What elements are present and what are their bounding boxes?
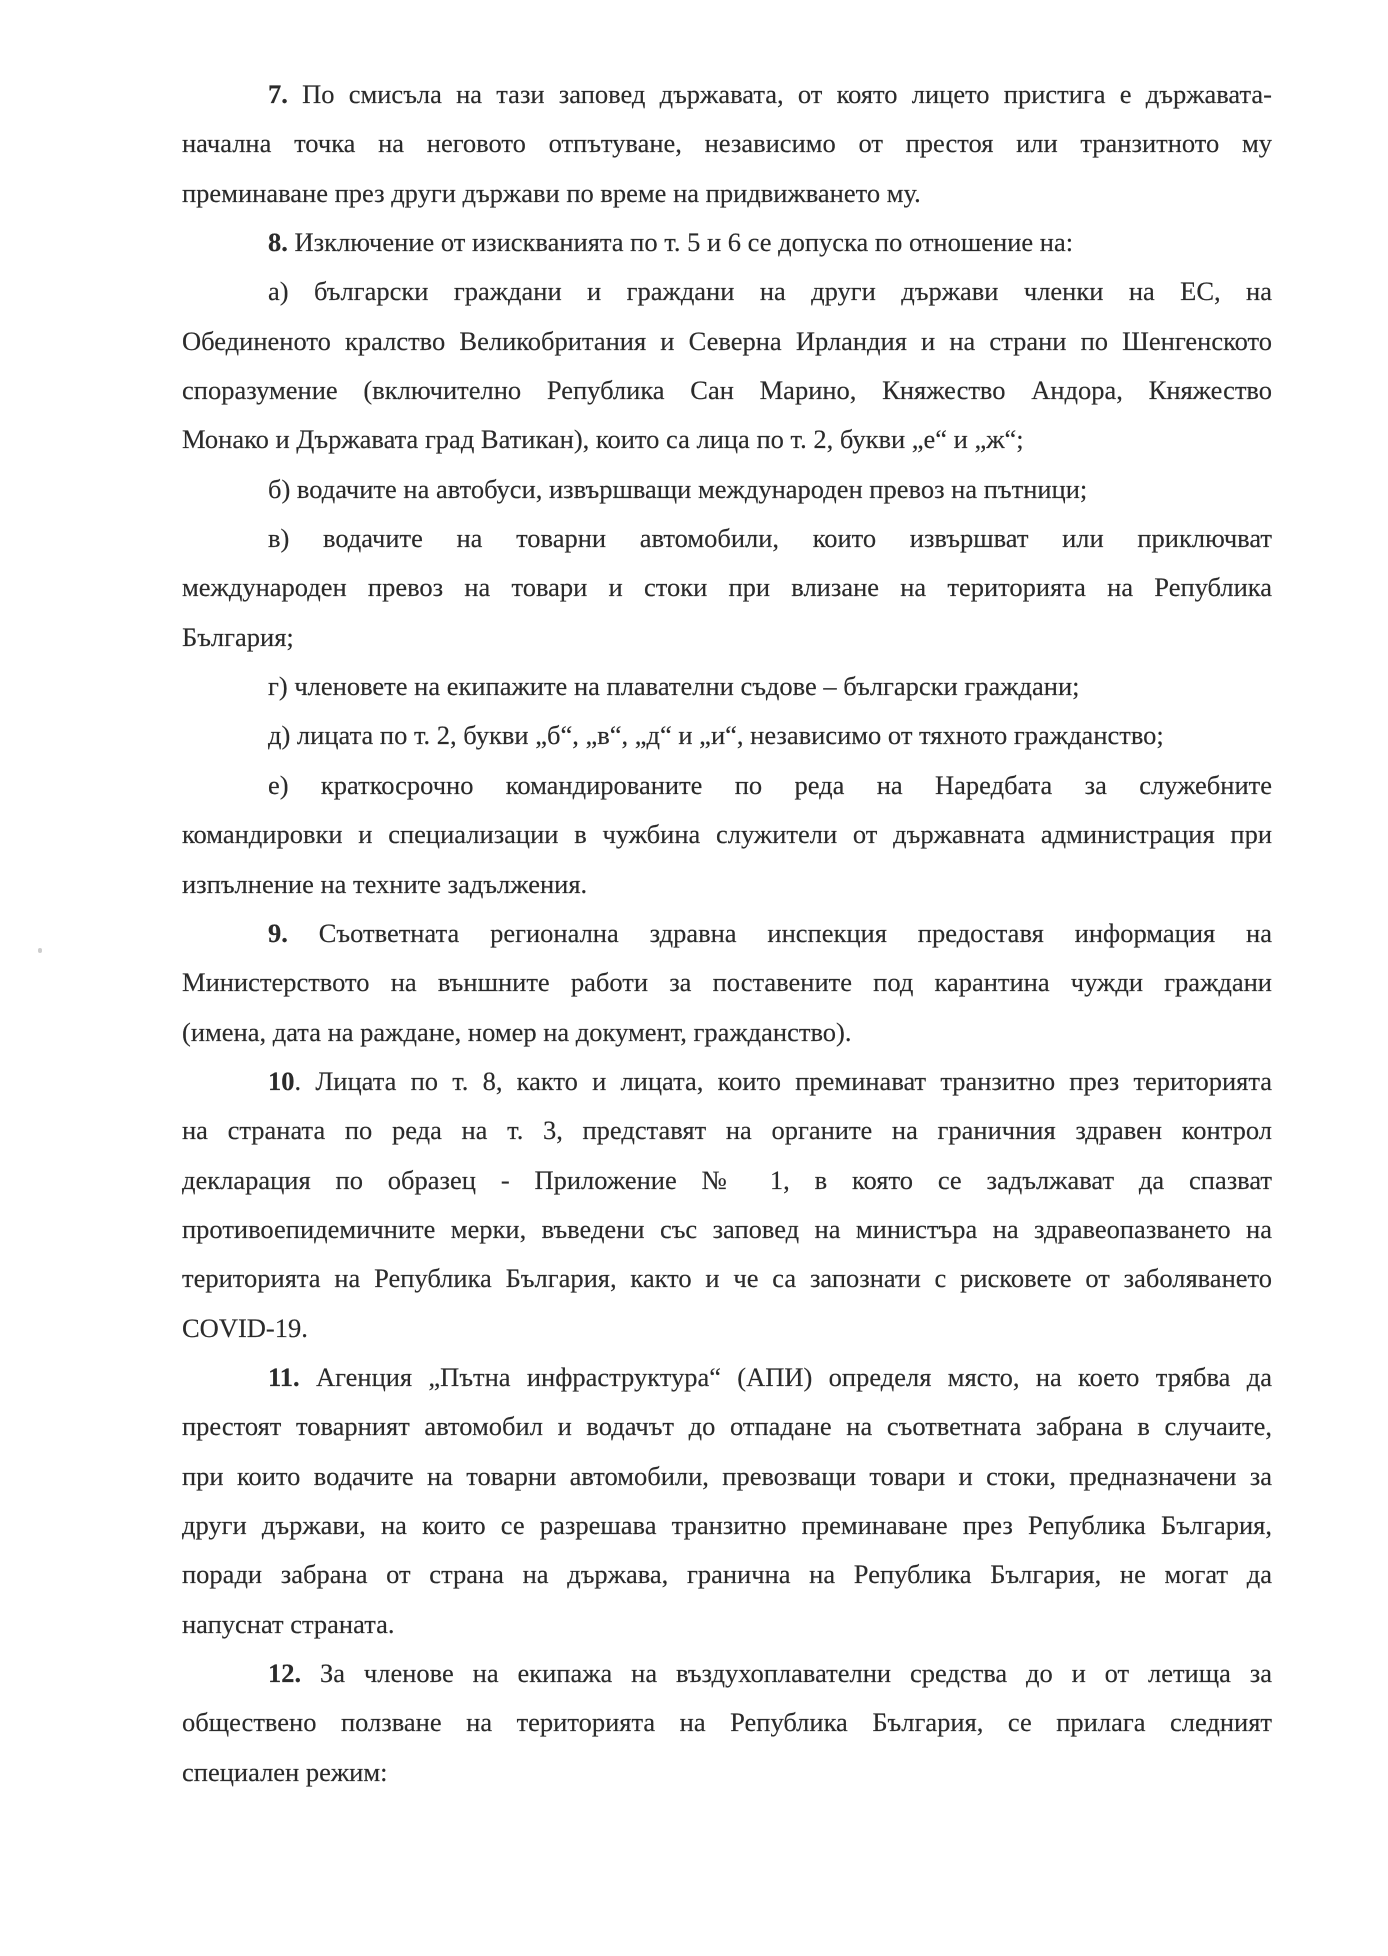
line-text: (имена, дата на раждане, номер на документ, гражданство).	[182, 1016, 852, 1047]
paragraph-p8v	[182, 514, 1272, 662]
line-text: напуснат страната.	[182, 1608, 395, 1639]
line-text: споразумение (включително Република Сан Марино, Княжество Андора, Княжество	[182, 375, 1272, 406]
text-line	[182, 1501, 1272, 1550]
text-line	[182, 267, 1272, 316]
line-text: За членове на екипажа на въздухоплавателни средства до и от летища за	[320, 1658, 1272, 1688]
text-line	[182, 415, 1272, 464]
line-text: командировки и специализации в чужбина служители от държавната администрация при	[182, 819, 1272, 850]
document-body	[182, 70, 1272, 1797]
line-text: в) водачите на товарни автомобили, които извършват или приключват	[268, 523, 1272, 554]
text-line	[182, 662, 1272, 711]
paragraph-p7	[182, 70, 1272, 218]
line-text: Обединеното кралство Великобритания и Северна Ирландия и на страни по Шенгенското	[182, 325, 1272, 356]
line-text: преминаване през други държави по време на придвижването му.	[182, 177, 921, 208]
line-text: начална точка на неговото отпътуване, независимо от престоя или транзитното му	[182, 128, 1272, 159]
line-text: противоепидемичните мерки, въведени със заповед на министъра на здравеопазването на	[182, 1213, 1272, 1244]
text-line	[182, 1402, 1272, 1451]
text-line	[182, 1452, 1272, 1501]
line-text: По смисъла на тази заповед държавата, от която лицето пристига е държавата-	[302, 79, 1272, 109]
text-line	[182, 1600, 1272, 1649]
line-text: Съответната регионална здравна инспекция предоставя информация на	[318, 917, 1273, 948]
line-text: престоят товарният автомобил и водачът до отпадане на съответната забрана в случаите,	[182, 1411, 1272, 1442]
scan-artifact	[38, 948, 42, 953]
line-text: COVID-19.	[182, 1312, 308, 1343]
text-line	[182, 1698, 1272, 1747]
paragraph-p8e	[182, 761, 1272, 909]
paragraph-p8a	[182, 267, 1272, 464]
paragraph-p8g	[182, 662, 1272, 711]
text-line	[182, 1550, 1272, 1599]
line-text: г) членовете на екипажите на плавателни съдове – български граждани;	[268, 671, 1080, 702]
paragraph-number: 8.	[268, 227, 288, 258]
paragraph-p10	[182, 1057, 1272, 1353]
text-line	[182, 1649, 1272, 1698]
paragraph-p11	[182, 1353, 1272, 1649]
text-line	[182, 366, 1272, 415]
line-text: територията на Република България, както и че са запознати с рисковете от заболяването	[182, 1263, 1272, 1294]
paragraph-p8	[182, 218, 1272, 267]
paragraph-p8b	[182, 465, 1272, 514]
text-line	[182, 1254, 1272, 1303]
text-line	[182, 465, 1272, 514]
text-line	[182, 1106, 1272, 1155]
line-text: България;	[182, 621, 294, 652]
line-text: е) краткосрочно командированите по реда на Наредбата за служебните	[268, 769, 1272, 800]
line-text: декларация по образец - Приложение № 1, в която се задължават да спазват	[182, 1164, 1272, 1195]
paragraph-number: 10	[268, 1065, 295, 1096]
line-text: други държави, на които се разрешава транзитно преминаване през Република България,	[182, 1509, 1272, 1540]
line-text: Министерството на външните работи за поставените под карантина чужди граждани	[182, 967, 1272, 998]
text-line	[182, 711, 1272, 760]
paragraph-number: 9.	[268, 917, 288, 948]
line-text: д) лицата по т. 2, букви „б“, „в“, „д“ и „и“, независимо от тяхното гражданство;	[268, 720, 1164, 751]
text-line	[182, 613, 1272, 662]
text-line	[182, 909, 1272, 958]
paragraph-p12	[182, 1649, 1272, 1797]
line-text: международен превоз на товари и стоки при влизане на територията на Република	[182, 572, 1272, 603]
text-line	[182, 169, 1272, 218]
text-line	[182, 70, 1272, 119]
line-text: а) български граждани и граждани на други държави членки на ЕС, на	[268, 276, 1272, 307]
text-line	[182, 810, 1272, 859]
text-line	[182, 119, 1272, 168]
paragraph-p9	[182, 909, 1272, 1057]
line-text: на страната по реда на т. 3, представят на органите на граничния здравен контрол	[182, 1115, 1272, 1146]
paragraph-number: 12.	[268, 1658, 302, 1688]
text-line	[182, 1748, 1272, 1797]
text-line	[182, 1008, 1272, 1057]
line-text: . Лицата по т. 8, както и лицата, които преминават транзитно през територията	[294, 1065, 1272, 1096]
text-line	[182, 218, 1272, 267]
line-text: б) водачите на автобуси, извършващи международен превоз на пътници;	[268, 473, 1088, 504]
paragraph-p8d	[182, 711, 1272, 760]
line-text: специален режим:	[182, 1756, 388, 1787]
text-line	[182, 958, 1272, 1007]
paragraph-number: 7.	[268, 79, 288, 109]
text-line	[182, 1304, 1272, 1353]
text-line	[182, 761, 1272, 810]
line-text: Агенция „Пътна инфраструктура“ (АПИ) определя място, на което трябва да	[315, 1361, 1272, 1392]
text-line	[182, 860, 1272, 909]
text-line	[182, 1156, 1272, 1205]
line-text: изпълнение на техните задължения.	[182, 868, 588, 899]
text-line	[182, 514, 1272, 563]
text-line	[182, 1353, 1272, 1402]
line-text: Изключение от изискванията по т. 5 и 6 се допуска по отношение на:	[294, 227, 1074, 258]
text-line	[182, 1205, 1272, 1254]
text-line	[182, 1057, 1272, 1106]
line-text: Монако и Държавата град Ватикан), които са лица по т. 2, букви „е“ и „ж“;	[182, 424, 1024, 455]
text-line	[182, 563, 1272, 612]
paragraph-number: 11.	[268, 1361, 300, 1392]
line-text: при които водачите на товарни автомобили, превозващи товари и стоки, предназначени за	[182, 1460, 1272, 1491]
text-line	[182, 317, 1272, 366]
line-text: поради забрана от страна на държава, гранична на Република България, не могат да	[182, 1559, 1272, 1590]
line-text: обществено ползване на територията на Република България, се прилага следният	[182, 1707, 1272, 1738]
